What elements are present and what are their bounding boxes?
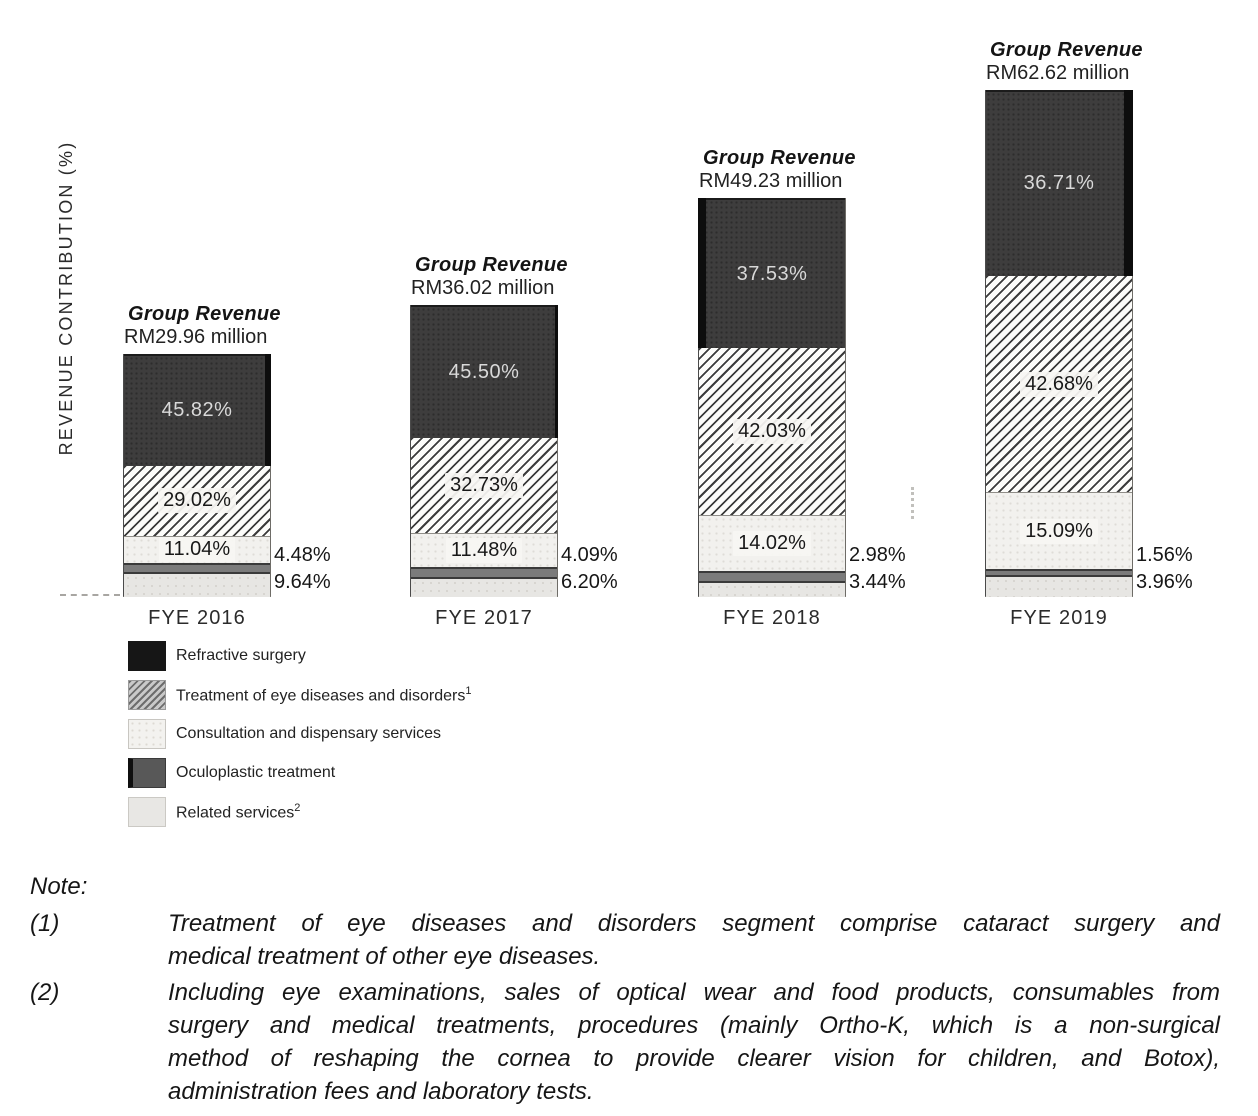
legend-label: Oculoplastic treatment	[176, 764, 336, 781]
legend	[128, 641, 471, 836]
refractive-black-edge	[698, 198, 706, 348]
segment-value-label: 37.53%	[736, 262, 808, 285]
bar-fye-2018	[698, 198, 846, 597]
external-value-labels-fye-2018	[849, 542, 906, 596]
external-value-label: 4.09%	[561, 544, 618, 566]
note-text-line: method of reshaping the cornea to provide clearer vision for children, and Botox),	[168, 1045, 1220, 1072]
segment-value-label: 42.68%	[1020, 372, 1098, 397]
note-text-line: medical treatment of other eye diseases.	[168, 943, 601, 970]
external-value-label: 3.44%	[849, 571, 906, 593]
segment-value-label: 29.02%	[158, 488, 236, 513]
segment-value-label: 45.82%	[161, 399, 233, 422]
group-revenue-title: Group Revenue	[703, 147, 856, 170]
segment-value-label: 45.50%	[448, 361, 520, 384]
refractive-black-edge	[555, 305, 558, 438]
legend-label-superscript: 2	[294, 801, 301, 814]
group-revenue-title: Group Revenue	[415, 254, 568, 277]
note-item-2	[30, 976, 1220, 1108]
legend-label: Consultation and dispensary services	[176, 725, 442, 742]
segment-value-label: 32.73%	[445, 473, 523, 498]
external-value-labels-fye-2016	[274, 542, 331, 596]
segment-value-label: 42.03%	[733, 419, 811, 444]
oculoplastic-swatch	[128, 758, 166, 788]
y-axis-label: REVENUE CONTRIBUTION (%)	[56, 140, 76, 456]
segment-related-services	[124, 574, 270, 597]
segment-treatment-of-eye-diseases-and-disorders	[124, 466, 270, 536]
scan-speckle-artifact	[911, 487, 914, 519]
segment-refractive-surgery	[411, 305, 557, 438]
segment-related-services	[986, 577, 1132, 597]
refractive-black-edge	[265, 354, 271, 465]
note-text	[168, 976, 1220, 1108]
group-revenue-annotation-fye-2018	[699, 147, 939, 193]
segment-refractive-surgery	[699, 198, 845, 348]
legend-label-superscript: 1	[465, 684, 472, 697]
external-value-label: 2.98%	[849, 544, 906, 566]
segment-consultation-and-dispensary-services	[124, 536, 270, 563]
external-value-label: 6.20%	[561, 571, 618, 593]
segment-value-label: 14.02%	[733, 531, 811, 556]
segment-value-label: 11.48%	[446, 538, 522, 563]
segment-related-services	[411, 579, 557, 597]
group-revenue-value: RM49.23 million	[699, 170, 843, 193]
group-revenue-title: Group Revenue	[990, 38, 1143, 61]
external-value-label: 1.56%	[1136, 544, 1193, 566]
group-revenue-value: RM29.96 million	[124, 326, 268, 349]
external-value-labels-fye-2019	[1136, 542, 1193, 596]
external-value-label: 9.64%	[274, 571, 331, 593]
legend-item-related-services	[128, 797, 471, 827]
consultation-swatch	[128, 719, 166, 749]
bar-fye-2017	[410, 305, 558, 597]
note-text-line: Including eye examinations, sales of optical wear and food products, consumables from	[168, 979, 1220, 1006]
group-revenue-value: RM62.62 million	[986, 61, 1130, 84]
segment-treatment-of-eye-diseases-and-disorders	[699, 348, 845, 516]
group-revenue-value: RM36.02 million	[411, 277, 555, 300]
segment-treatment-of-eye-diseases-and-disorders	[411, 438, 557, 533]
refractive-black-edge	[1124, 90, 1133, 276]
note-heading: Note:	[30, 873, 88, 900]
group-revenue-title: Group Revenue	[128, 303, 281, 326]
category-label-fye-2018: FYE 2018	[723, 607, 821, 629]
category-label-fye-2019: FYE 2019	[1010, 607, 1108, 629]
segment-oculoplastic-treatment	[699, 571, 845, 583]
note-text-line: administration fees and laboratory tests.	[168, 1078, 594, 1105]
legend-item-consultation-and-dispensary-services	[128, 719, 471, 749]
note-item-1	[30, 907, 1220, 973]
segment-value-label: 36.71%	[1023, 172, 1095, 195]
legend-label: Treatment of eye diseases and disorders$^1$	[176, 684, 472, 705]
segment-refractive-surgery	[124, 354, 270, 465]
treatment-swatch	[128, 680, 166, 710]
legend-item-refractive-surgery	[128, 641, 471, 671]
segment-oculoplastic-treatment	[124, 563, 270, 574]
bar-fye-2019	[985, 90, 1133, 597]
segment-consultation-and-dispensary-services	[411, 533, 557, 566]
legend-item-treatment-of-eye-diseases-and-disorders	[128, 680, 471, 710]
category-label-fye-2017: FYE 2017	[435, 607, 533, 629]
external-value-label: 3.96%	[1136, 571, 1193, 593]
note-text-line: Treatment of eye diseases and disorders segment comprise cataract surgery and	[168, 910, 1220, 937]
segment-consultation-and-dispensary-services	[986, 492, 1132, 569]
note-number: (2)	[30, 979, 60, 1006]
legend-item-oculoplastic-treatment	[128, 758, 471, 788]
segment-value-label: 15.09%	[1020, 519, 1098, 544]
segment-oculoplastic-treatment	[986, 569, 1132, 577]
refractive-swatch	[128, 641, 166, 671]
segment-value-label: 11.04%	[159, 537, 235, 562]
notes-section	[30, 870, 1220, 1108]
note-text-line: surgery and medical treatments, procedures (mainly Ortho-K, which is a non-surgical	[168, 1012, 1220, 1039]
legend-label: Refractive surgery	[176, 647, 306, 664]
note-text	[168, 907, 1220, 973]
group-revenue-annotation-fye-2017	[411, 254, 651, 300]
note-number: (1)	[30, 910, 60, 937]
external-value-label: 4.48%	[274, 544, 331, 566]
segment-related-services	[699, 583, 845, 597]
note-items	[30, 907, 1220, 1108]
segment-refractive-surgery	[986, 90, 1132, 276]
category-label-fye-2016: FYE 2016	[148, 607, 246, 629]
segment-consultation-and-dispensary-services	[699, 515, 845, 571]
related-swatch	[128, 797, 166, 827]
segment-treatment-of-eye-diseases-and-disorders	[986, 276, 1132, 492]
legend-label: Related services$^2$	[176, 801, 301, 822]
baseline-tick-artifact	[60, 594, 120, 596]
bar-fye-2016	[123, 354, 271, 597]
group-revenue-annotation-fye-2019	[986, 39, 1226, 85]
segment-oculoplastic-treatment	[411, 567, 557, 579]
external-value-labels-fye-2017	[561, 542, 618, 596]
group-revenue-annotation-fye-2016	[124, 303, 364, 349]
